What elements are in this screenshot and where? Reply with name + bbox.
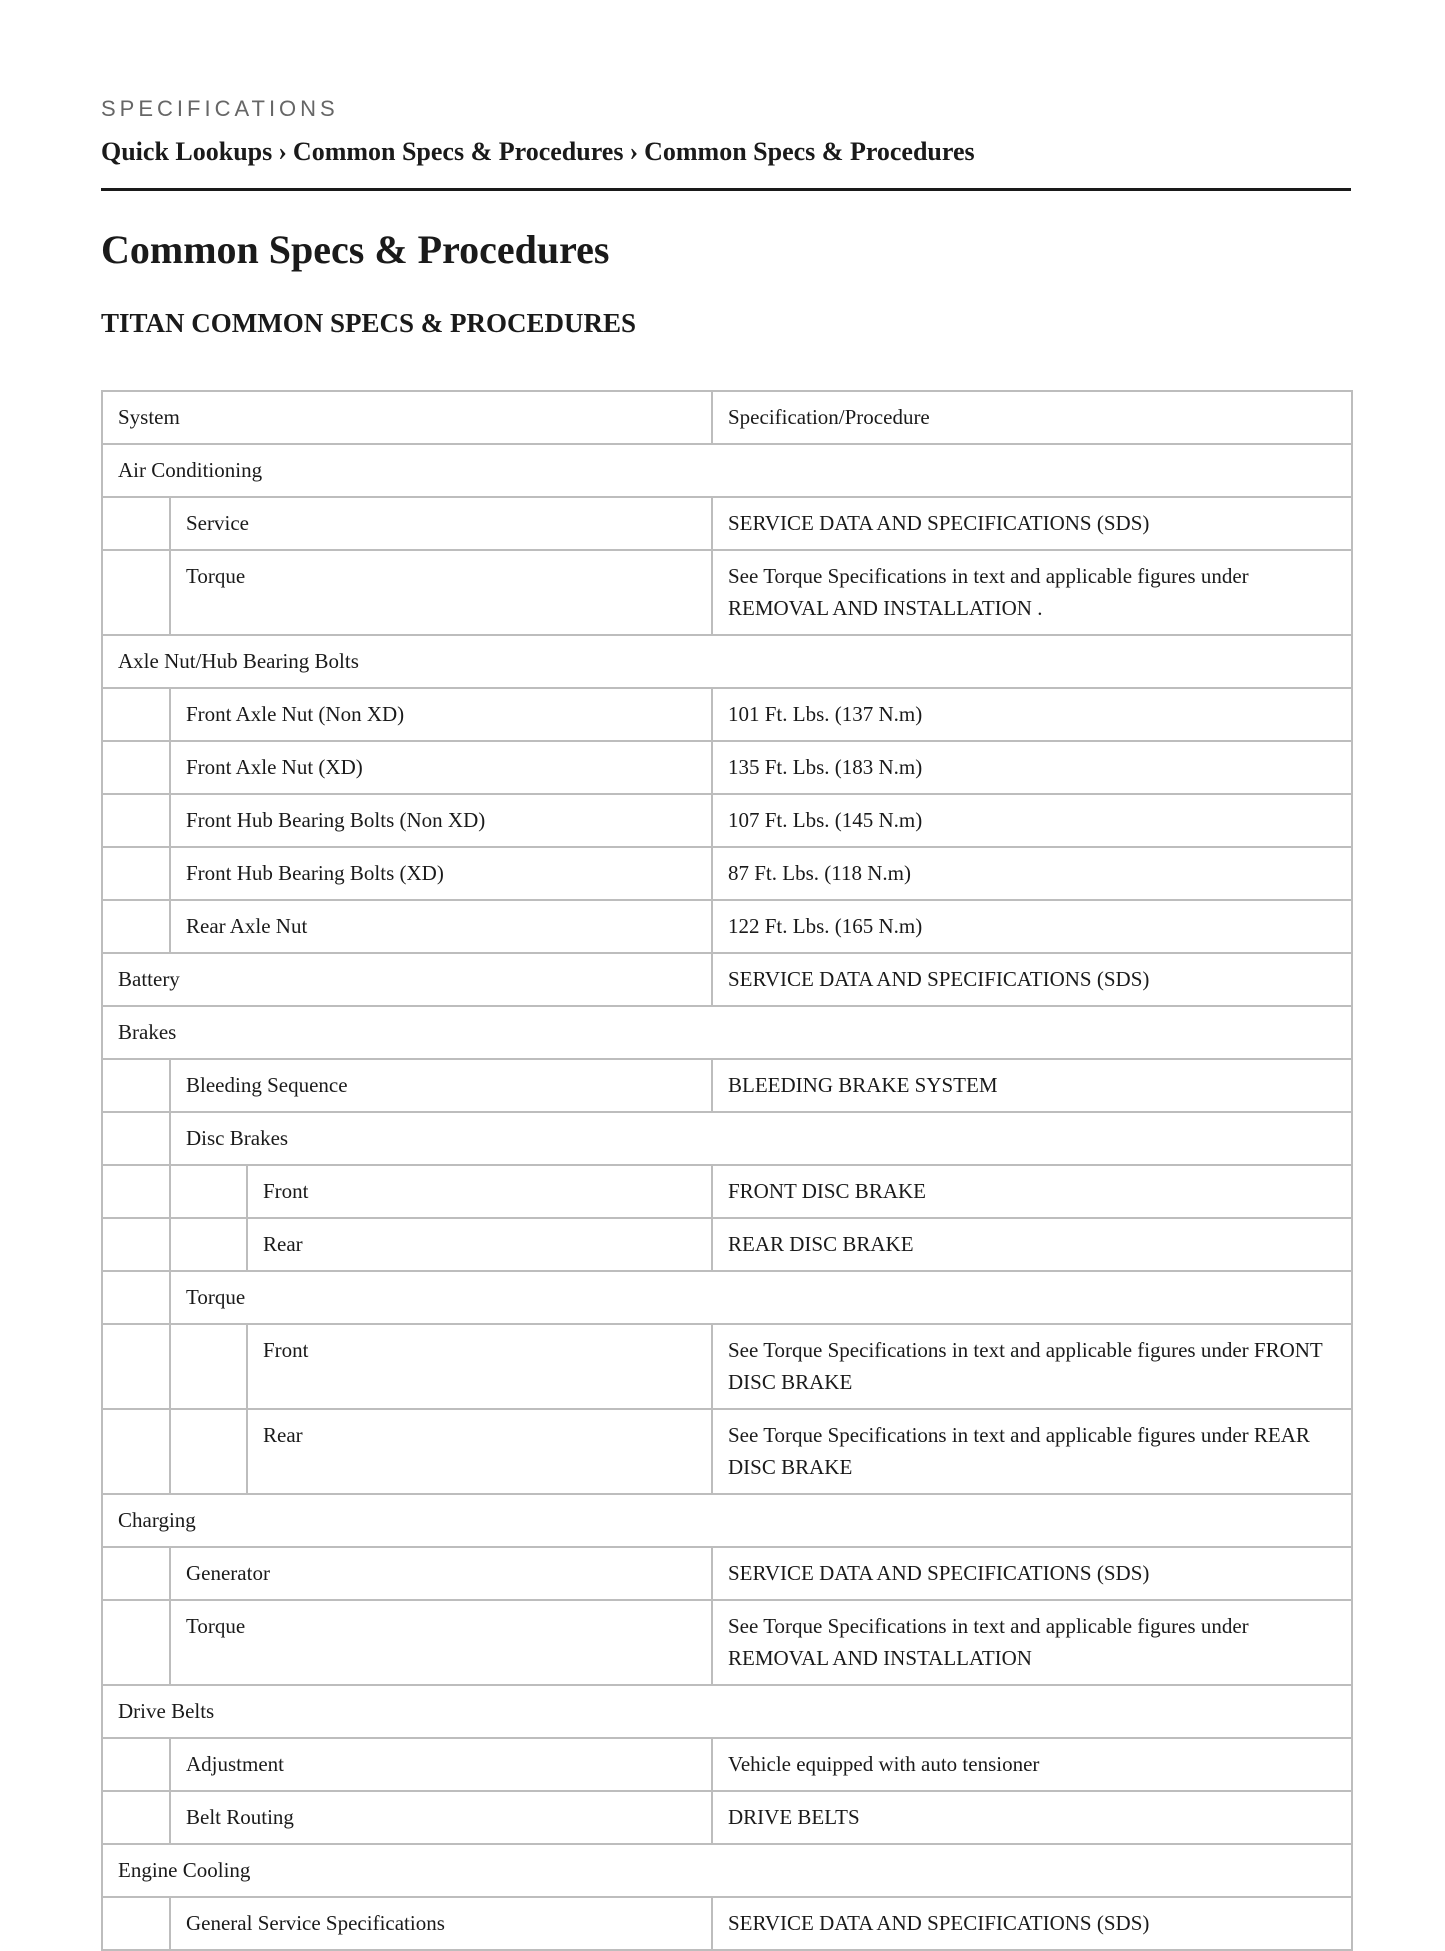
- system-cell: Adjustment: [170, 1738, 712, 1791]
- table-row: [102, 953, 1352, 1006]
- specs-table: [101, 390, 1353, 1951]
- table-row: [102, 1324, 1352, 1409]
- system-cell: Air Conditioning: [102, 444, 1352, 497]
- section-label: SPECIFICATIONS: [101, 96, 339, 121]
- system-cell: Front Hub Bearing Bolts (Non XD): [170, 794, 712, 847]
- column-header-system: System: [102, 391, 712, 444]
- indent-cell: [102, 900, 170, 953]
- indent-cell: [102, 1600, 170, 1685]
- spec-cell: 135 Ft. Lbs. (183 N.m): [712, 741, 1352, 794]
- indent-cell: [102, 1059, 170, 1112]
- header-divider: [101, 188, 1351, 191]
- column-header-spec: Specification/Procedure: [712, 391, 1352, 444]
- spec-cell: 101 Ft. Lbs. (137 N.m): [712, 688, 1352, 741]
- breadcrumb-item-current: Common Specs & Procedures: [644, 137, 975, 166]
- table-row: [102, 1547, 1352, 1600]
- table-row: [102, 1409, 1352, 1494]
- system-cell: Axle Nut/Hub Bearing Bolts: [102, 635, 1352, 688]
- spec-cell: BLEEDING BRAKE SYSTEM: [712, 1059, 1352, 1112]
- system-cell: Drive Belts: [102, 1685, 1352, 1738]
- system-cell: Charging: [102, 1494, 1352, 1547]
- breadcrumb-separator: ›: [278, 137, 287, 166]
- indent-cell: [102, 497, 170, 550]
- system-cell: Battery: [102, 953, 712, 1006]
- table-row: [102, 1600, 1352, 1685]
- table-row: [102, 1006, 1352, 1059]
- system-cell: Rear: [247, 1409, 712, 1494]
- system-cell: Torque: [170, 550, 712, 635]
- table-row: [102, 1271, 1352, 1324]
- table-row: [102, 1494, 1352, 1547]
- indent-cell: [102, 741, 170, 794]
- system-cell: Service: [170, 497, 712, 550]
- table-row: [102, 1897, 1352, 1950]
- indent-cell: [102, 794, 170, 847]
- indent-cell: [102, 1218, 170, 1271]
- spec-cell: See Torque Specifications in text and applicable figures under REAR DISC BRAKE: [712, 1409, 1352, 1494]
- table-row: [102, 688, 1352, 741]
- spec-cell: See Torque Specifications in text and applicable figures under FRONT DISC BRAKE: [712, 1324, 1352, 1409]
- system-cell: Front: [247, 1165, 712, 1218]
- indent-cell: [170, 1165, 247, 1218]
- specs-table-body: [102, 391, 1352, 1950]
- spec-cell: 87 Ft. Lbs. (118 N.m): [712, 847, 1352, 900]
- table-header-row: [102, 391, 1352, 444]
- indent-cell: [102, 1324, 170, 1409]
- system-cell: Rear Axle Nut: [170, 900, 712, 953]
- indent-cell: [102, 1409, 170, 1494]
- system-cell: Front: [247, 1324, 712, 1409]
- indent-cell: [102, 688, 170, 741]
- system-cell: Front Axle Nut (XD): [170, 741, 712, 794]
- system-cell: Engine Cooling: [102, 1844, 1352, 1897]
- spec-cell: 122 Ft. Lbs. (165 N.m): [712, 900, 1352, 953]
- table-row: [102, 847, 1352, 900]
- spec-cell: SERVICE DATA AND SPECIFICATIONS (SDS): [712, 1897, 1352, 1950]
- table-row: [102, 741, 1352, 794]
- spec-cell: DRIVE BELTS: [712, 1791, 1352, 1844]
- breadcrumb-item-common-specs[interactable]: Common Specs & Procedures: [292, 137, 624, 166]
- indent-cell: [102, 1547, 170, 1600]
- indent-cell: [102, 1112, 170, 1165]
- page-title: Common Specs & Procedures: [101, 227, 610, 272]
- spec-cell: See Torque Specifications in text and applicable figures under REMOVAL AND INSTALLATION .: [712, 550, 1352, 635]
- table-row: [102, 497, 1352, 550]
- table-row: [102, 1059, 1352, 1112]
- spec-cell: SERVICE DATA AND SPECIFICATIONS (SDS): [712, 497, 1352, 550]
- table-row: [102, 1685, 1352, 1738]
- indent-cell: [102, 1791, 170, 1844]
- spec-cell: SERVICE DATA AND SPECIFICATIONS (SDS): [712, 953, 1352, 1006]
- table-row: [102, 550, 1352, 635]
- indent-cell: [170, 1409, 247, 1494]
- table-row: [102, 900, 1352, 953]
- system-cell: Disc Brakes: [170, 1112, 1352, 1165]
- table-row: [102, 1844, 1352, 1897]
- spec-cell: See Torque Specifications in text and applicable figures under REMOVAL AND INSTALLATION: [712, 1600, 1352, 1685]
- system-cell: Brakes: [102, 1006, 1352, 1059]
- indent-cell: [170, 1324, 247, 1409]
- system-cell: Front Axle Nut (Non XD): [170, 688, 712, 741]
- indent-cell: [102, 550, 170, 635]
- table-row: [102, 1218, 1352, 1271]
- spec-cell: Vehicle equipped with auto tensioner: [712, 1738, 1352, 1791]
- indent-cell: [102, 1738, 170, 1791]
- breadcrumb-separator: ›: [629, 137, 639, 166]
- spec-cell: 107 Ft. Lbs. (145 N.m): [712, 794, 1352, 847]
- system-cell: Rear: [247, 1218, 712, 1271]
- system-cell: Torque: [170, 1600, 712, 1685]
- table-row: [102, 635, 1352, 688]
- system-cell: General Service Specifications: [170, 1897, 712, 1950]
- indent-cell: [102, 847, 170, 900]
- indent-cell: [102, 1271, 170, 1324]
- indent-cell: [170, 1218, 247, 1271]
- system-cell: Front Hub Bearing Bolts (XD): [170, 847, 712, 900]
- system-cell: Belt Routing: [170, 1791, 712, 1844]
- table-row: [102, 1112, 1352, 1165]
- indent-cell: [102, 1165, 170, 1218]
- indent-cell: [102, 1897, 170, 1950]
- spec-cell: REAR DISC BRAKE: [712, 1218, 1352, 1271]
- system-cell: Bleeding Sequence: [170, 1059, 712, 1112]
- table-row: [102, 1791, 1352, 1844]
- table-row: [102, 1165, 1352, 1218]
- page-subtitle: TITAN COMMON SPECS & PROCEDURES: [101, 308, 637, 338]
- system-cell: Torque: [170, 1271, 1352, 1324]
- spec-cell: FRONT DISC BRAKE: [712, 1165, 1352, 1218]
- system-cell: Generator: [170, 1547, 712, 1600]
- breadcrumb-item-quick-lookups[interactable]: Quick Lookups: [101, 137, 273, 166]
- table-row: [102, 1738, 1352, 1791]
- spec-cell: SERVICE DATA AND SPECIFICATIONS (SDS): [712, 1547, 1352, 1600]
- breadcrumb: [101, 137, 975, 167]
- table-row: [102, 794, 1352, 847]
- table-row: [102, 444, 1352, 497]
